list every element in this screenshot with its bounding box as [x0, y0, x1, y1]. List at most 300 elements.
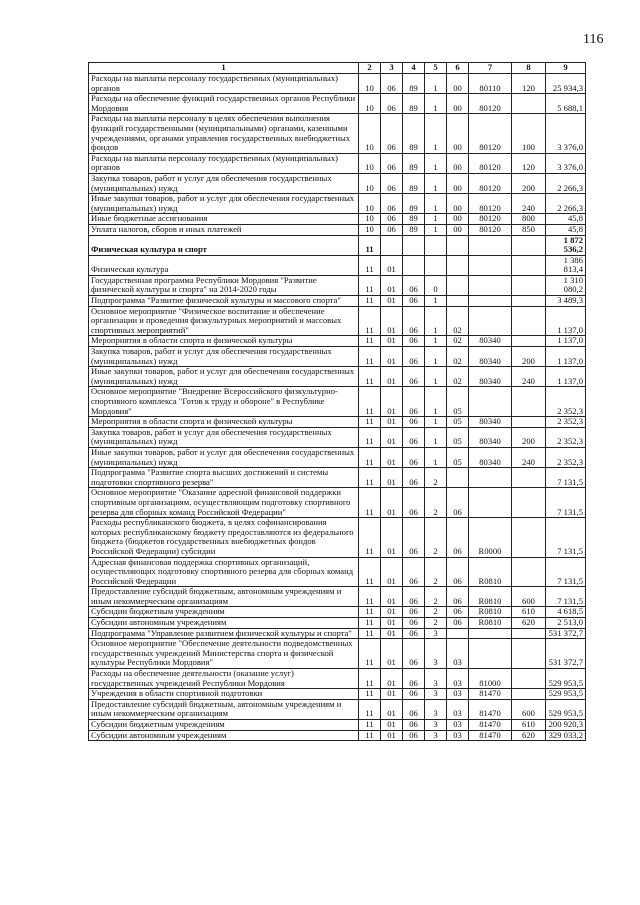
row-code-cell: 01: [381, 639, 403, 669]
row-code-cell: [403, 255, 425, 275]
row-code-cell: 06: [381, 194, 403, 214]
table-row: [89, 699, 586, 719]
row-code-cell: 81470: [469, 689, 512, 700]
table-row: [89, 417, 586, 428]
row-code-cell: 03: [447, 730, 469, 741]
row-code-cell: 11: [359, 639, 381, 669]
table-row: [89, 607, 586, 618]
row-name-cell: Иные закупки товаров, работ и услуг для обеспечения государственных (муниципальных) нужд: [89, 194, 359, 214]
row-name-cell: Мероприятия в области спорта и физической культуры: [89, 336, 359, 347]
row-code-cell: 1: [425, 306, 447, 336]
row-code-cell: 10: [359, 224, 381, 235]
row-amount-cell: 4 618,5: [546, 607, 586, 618]
row-name-cell: Расходы на обеспечение функций государственных органов Республики Мордовия: [89, 94, 359, 114]
row-code-cell: [512, 336, 546, 347]
row-amount-cell: 25 934,3: [546, 74, 586, 94]
row-code-cell: [469, 488, 512, 518]
row-code-cell: 3: [425, 720, 447, 731]
table-row: [89, 255, 586, 275]
table-row: [89, 74, 586, 94]
header-cell: 7: [469, 63, 512, 74]
table-row: [89, 347, 586, 367]
row-amount-cell: 2 266,3: [546, 194, 586, 214]
row-code-cell: 3: [425, 639, 447, 669]
row-amount-cell: 2 513,0: [546, 618, 586, 629]
row-code-cell: 06: [447, 488, 469, 518]
row-code-cell: 1: [425, 387, 447, 417]
row-name-cell: Субсидии бюджетным учреждениям: [89, 607, 359, 618]
row-amount-cell: 7 131,5: [546, 488, 586, 518]
row-amount-cell: 1 386 813,4: [546, 255, 586, 275]
row-code-cell: 06: [447, 518, 469, 557]
row-code-cell: 01: [381, 417, 403, 428]
row-code-cell: 10: [359, 74, 381, 94]
row-code-cell: 80110: [469, 74, 512, 94]
table-row: [89, 173, 586, 193]
row-code-cell: 01: [381, 336, 403, 347]
row-code-cell: 05: [447, 387, 469, 417]
row-code-cell: 11: [359, 730, 381, 741]
table-row: [89, 336, 586, 347]
row-amount-cell: 1 872 536,2: [546, 235, 586, 255]
row-code-cell: 1: [425, 296, 447, 307]
table-row: [89, 94, 586, 114]
row-code-cell: 80120: [469, 194, 512, 214]
row-amount-cell: 1 310 080,2: [546, 275, 586, 295]
row-code-cell: 06: [403, 730, 425, 741]
row-code-cell: [469, 387, 512, 417]
row-code-cell: 00: [447, 194, 469, 214]
row-code-cell: 1: [425, 447, 447, 467]
row-amount-cell: 1 137,0: [546, 336, 586, 347]
row-code-cell: [469, 468, 512, 488]
table-row: [89, 296, 586, 307]
table-row: [89, 639, 586, 669]
row-code-cell: 11: [359, 720, 381, 731]
row-code-cell: 00: [447, 173, 469, 193]
row-code-cell: 06: [381, 214, 403, 225]
row-name-cell: Подпрограмма "Развитие спорта высших достижений и системы подготовки спортивного резерва": [89, 468, 359, 488]
row-code-cell: 1: [425, 336, 447, 347]
row-amount-cell: 2 352,3: [546, 417, 586, 428]
row-code-cell: 11: [359, 587, 381, 607]
row-code-cell: 1: [425, 94, 447, 114]
row-amount-cell: 2 266,3: [546, 173, 586, 193]
row-code-cell: 06: [403, 618, 425, 629]
row-code-cell: 10: [359, 214, 381, 225]
row-name-cell: Физическая культура: [89, 255, 359, 275]
row-name-cell: Уплата налогов, сборов и иных платежей: [89, 224, 359, 235]
row-code-cell: 01: [381, 689, 403, 700]
row-code-cell: 05: [447, 447, 469, 467]
row-amount-cell: 529 953,5: [546, 699, 586, 719]
row-code-cell: [447, 296, 469, 307]
row-code-cell: 3: [425, 628, 447, 639]
row-code-cell: 06: [403, 518, 425, 557]
row-code-cell: 01: [381, 518, 403, 557]
row-code-cell: 1: [425, 367, 447, 387]
row-code-cell: [469, 255, 512, 275]
row-code-cell: 1: [425, 347, 447, 367]
row-amount-cell: 7 131,5: [546, 518, 586, 557]
row-code-cell: R0810: [469, 557, 512, 587]
table-row: [89, 587, 586, 607]
row-amount-cell: 45,8: [546, 224, 586, 235]
row-code-cell: 03: [447, 699, 469, 719]
row-name-cell: Иные бюджетные ассигнования: [89, 214, 359, 225]
row-name-cell: Основное мероприятие "Внедрение Всероссийского физкультурно-спортивного комплекса "Готов к труду и обороне" в Республике Мордовия": [89, 387, 359, 417]
row-code-cell: 06: [403, 720, 425, 731]
row-code-cell: 11: [359, 255, 381, 275]
table-row: [89, 689, 586, 700]
row-code-cell: 3: [425, 699, 447, 719]
row-code-cell: 02: [447, 306, 469, 336]
table-row: [89, 518, 586, 557]
row-code-cell: 01: [381, 387, 403, 417]
row-name-cell: Закупка товаров, работ и услуг для обеспечения государственных (муниципальных) нужд: [89, 427, 359, 447]
row-code-cell: 01: [381, 347, 403, 367]
row-code-cell: [512, 275, 546, 295]
row-code-cell: 06: [403, 427, 425, 447]
row-code-cell: 01: [381, 699, 403, 719]
table-row: [89, 427, 586, 447]
row-code-cell: 00: [447, 94, 469, 114]
row-amount-cell: 529 953,5: [546, 689, 586, 700]
row-code-cell: 0: [425, 275, 447, 295]
row-code-cell: [469, 628, 512, 639]
table-row: [89, 447, 586, 467]
row-code-cell: 11: [359, 618, 381, 629]
row-code-cell: 01: [381, 447, 403, 467]
row-name-cell: Государственная программа Республики Мордовия "Развитие физической культуры и спорта" на 2014-2020 годы: [89, 275, 359, 295]
row-code-cell: 10: [359, 114, 381, 153]
row-code-cell: 89: [403, 153, 425, 173]
row-name-cell: Предоставление субсидий бюджетным, автономным учреждениям и иным некоммерческим организациям: [89, 587, 359, 607]
row-code-cell: 06: [447, 557, 469, 587]
row-code-cell: 06: [403, 336, 425, 347]
row-code-cell: 01: [381, 587, 403, 607]
row-code-cell: 620: [512, 730, 546, 741]
row-code-cell: 2: [425, 618, 447, 629]
row-code-cell: 1: [425, 427, 447, 447]
row-code-cell: 02: [447, 336, 469, 347]
row-code-cell: 120: [512, 74, 546, 94]
row-code-cell: 11: [359, 296, 381, 307]
table-row: [89, 387, 586, 417]
row-code-cell: 01: [381, 730, 403, 741]
row-code-cell: [469, 296, 512, 307]
row-code-cell: [512, 669, 546, 689]
row-name-cell: Физическая культура и спорт: [89, 235, 359, 255]
table-row: [89, 275, 586, 295]
row-code-cell: 05: [447, 427, 469, 447]
row-code-cell: 01: [381, 296, 403, 307]
row-code-cell: 06: [381, 74, 403, 94]
table-row: [89, 488, 586, 518]
row-code-cell: 200: [512, 347, 546, 367]
row-code-cell: 06: [403, 347, 425, 367]
row-code-cell: [512, 387, 546, 417]
row-name-cell: Иные закупки товаров, работ и услуг для обеспечения государственных (муниципальных) нужд: [89, 367, 359, 387]
row-code-cell: 1: [425, 417, 447, 428]
table-row: [89, 618, 586, 629]
row-code-cell: 100: [512, 114, 546, 153]
row-code-cell: [512, 689, 546, 700]
row-name-cell: Иные закупки товаров, работ и услуг для обеспечения государственных (муниципальных) нужд: [89, 447, 359, 467]
row-amount-cell: 329 033,2: [546, 730, 586, 741]
row-code-cell: 610: [512, 720, 546, 731]
row-name-cell: Расходы на выплаты персоналу в целях обеспечения выполнения функций государственными (муниципальными) органами, казенными учреждениями, органами управления государственных внебюджетных фондов: [89, 114, 359, 153]
row-code-cell: 80120: [469, 214, 512, 225]
header-cell: 1: [89, 63, 359, 74]
row-code-cell: 06: [403, 417, 425, 428]
row-code-cell: 240: [512, 367, 546, 387]
row-code-cell: R0810: [469, 587, 512, 607]
row-code-cell: [469, 639, 512, 669]
row-code-cell: 11: [359, 607, 381, 618]
row-code-cell: 1: [425, 214, 447, 225]
row-code-cell: 11: [359, 669, 381, 689]
row-code-cell: 06: [403, 296, 425, 307]
row-name-cell: Основное мероприятие "Оказание адресной финансовой поддержки спортивным организациям, осуществляющим подготовку спортивного резерва для сборных команд Российской Федерации": [89, 488, 359, 518]
row-code-cell: 06: [403, 587, 425, 607]
table-row: [89, 468, 586, 488]
row-code-cell: 200: [512, 427, 546, 447]
row-code-cell: 02: [447, 347, 469, 367]
row-code-cell: 89: [403, 74, 425, 94]
row-code-cell: 00: [447, 214, 469, 225]
row-code-cell: [403, 235, 425, 255]
row-code-cell: 01: [381, 427, 403, 447]
row-code-cell: 01: [381, 720, 403, 731]
row-name-cell: Расходы на обеспечение деятельности (оказание услуг) государственных учреждений Республики Мордовия: [89, 669, 359, 689]
row-code-cell: 89: [403, 194, 425, 214]
row-code-cell: 06: [403, 275, 425, 295]
row-code-cell: 11: [359, 336, 381, 347]
row-code-cell: 2: [425, 518, 447, 557]
page-number: 116: [583, 32, 604, 47]
row-code-cell: 01: [381, 618, 403, 629]
row-code-cell: [381, 235, 403, 255]
row-amount-cell: 45,8: [546, 214, 586, 225]
row-amount-cell: 1 137,0: [546, 367, 586, 387]
row-code-cell: 06: [381, 114, 403, 153]
row-code-cell: 11: [359, 518, 381, 557]
row-code-cell: 06: [381, 153, 403, 173]
row-amount-cell: 5 688,1: [546, 94, 586, 114]
row-code-cell: 600: [512, 587, 546, 607]
row-amount-cell: 529 953,5: [546, 669, 586, 689]
header-cell: 5: [425, 63, 447, 74]
header-cell: 9: [546, 63, 586, 74]
row-code-cell: 03: [447, 689, 469, 700]
row-amount-cell: 1 137,0: [546, 306, 586, 336]
row-code-cell: 00: [447, 74, 469, 94]
row-amount-cell: 531 372,7: [546, 628, 586, 639]
row-code-cell: 2: [425, 557, 447, 587]
row-code-cell: 01: [381, 255, 403, 275]
row-code-cell: [512, 468, 546, 488]
row-code-cell: 800: [512, 214, 546, 225]
row-code-cell: 80120: [469, 173, 512, 193]
row-code-cell: 01: [381, 557, 403, 587]
row-code-cell: 81470: [469, 699, 512, 719]
row-code-cell: [425, 235, 447, 255]
table-row: [89, 367, 586, 387]
row-amount-cell: 2 352,3: [546, 387, 586, 417]
header-cell: 8: [512, 63, 546, 74]
row-code-cell: 06: [447, 607, 469, 618]
row-code-cell: [447, 235, 469, 255]
table-row: [89, 194, 586, 214]
row-code-cell: 89: [403, 173, 425, 193]
row-amount-cell: 3 376,0: [546, 153, 586, 173]
row-code-cell: 2: [425, 488, 447, 518]
row-code-cell: [447, 628, 469, 639]
row-code-cell: 06: [403, 639, 425, 669]
row-code-cell: 3: [425, 669, 447, 689]
table-row: [89, 669, 586, 689]
row-code-cell: R0810: [469, 607, 512, 618]
header-cell: 6: [447, 63, 469, 74]
row-code-cell: 2: [425, 607, 447, 618]
row-code-cell: 11: [359, 557, 381, 587]
row-code-cell: 200: [512, 173, 546, 193]
row-code-cell: 10: [359, 194, 381, 214]
row-code-cell: 11: [359, 488, 381, 518]
table-row: [89, 224, 586, 235]
row-code-cell: [512, 235, 546, 255]
row-code-cell: 01: [381, 306, 403, 336]
row-name-cell: Субсидии автономным учреждениям: [89, 730, 359, 741]
table-row: [89, 730, 586, 741]
row-code-cell: 850: [512, 224, 546, 235]
row-code-cell: 11: [359, 628, 381, 639]
row-code-cell: 80120: [469, 224, 512, 235]
row-code-cell: 06: [403, 689, 425, 700]
row-code-cell: 06: [403, 367, 425, 387]
row-code-cell: 10: [359, 153, 381, 173]
row-code-cell: 81470: [469, 720, 512, 731]
row-name-cell: Расходы на выплаты персоналу государственных (муниципальных) органов: [89, 74, 359, 94]
row-amount-cell: 7 131,5: [546, 587, 586, 607]
row-code-cell: 01: [381, 367, 403, 387]
row-code-cell: 11: [359, 347, 381, 367]
row-code-cell: 06: [403, 628, 425, 639]
row-code-cell: 11: [359, 275, 381, 295]
row-name-cell: Расходы на выплаты персоналу государственных (муниципальных) органов: [89, 153, 359, 173]
row-code-cell: 00: [447, 153, 469, 173]
row-code-cell: 81470: [469, 730, 512, 741]
header-cell: 2: [359, 63, 381, 74]
row-code-cell: [512, 306, 546, 336]
row-name-cell: Основное мероприятие "Обеспечение деятельности подведомственных государственных учреждений Министерства спорта и физической культуры Республики Мордовия": [89, 639, 359, 669]
row-amount-cell: 531 372,7: [546, 639, 586, 669]
row-code-cell: 06: [403, 699, 425, 719]
row-code-cell: 600: [512, 699, 546, 719]
row-code-cell: 3: [425, 730, 447, 741]
row-code-cell: 01: [381, 275, 403, 295]
row-code-cell: 03: [447, 639, 469, 669]
row-name-cell: Подпрограмма "Управление развитием физической культуры и спорта": [89, 628, 359, 639]
row-code-cell: [469, 275, 512, 295]
row-code-cell: [512, 488, 546, 518]
row-name-cell: Закупка товаров, работ и услуг для обеспечения государственных (муниципальных) нужд: [89, 173, 359, 193]
row-code-cell: [512, 557, 546, 587]
row-code-cell: 10: [359, 173, 381, 193]
table-row: [89, 214, 586, 225]
row-code-cell: 80340: [469, 447, 512, 467]
row-code-cell: 06: [381, 224, 403, 235]
row-code-cell: 06: [403, 306, 425, 336]
row-code-cell: 01: [381, 607, 403, 618]
row-code-cell: [512, 296, 546, 307]
row-code-cell: 11: [359, 447, 381, 467]
row-name-cell: Мероприятия в области спорта и физической культуры: [89, 417, 359, 428]
row-code-cell: 3: [425, 689, 447, 700]
row-code-cell: 89: [403, 114, 425, 153]
row-amount-cell: 3 376,0: [546, 114, 586, 153]
row-code-cell: 89: [403, 224, 425, 235]
row-code-cell: 06: [403, 447, 425, 467]
row-code-cell: 03: [447, 669, 469, 689]
table-row: [89, 153, 586, 173]
table-header-row: [89, 63, 586, 74]
row-name-cell: Подпрограмма "Развитие физической культуры и массового спорта": [89, 296, 359, 307]
row-code-cell: 80340: [469, 427, 512, 447]
row-code-cell: 80120: [469, 94, 512, 114]
budget-table: [88, 62, 586, 741]
row-name-cell: Расходы республиканского бюджета, в целях софинансирования которых республиканскому бюджету предоставляются из федерального бюджета (бюджетов государственных внебюджетных фондов Российской Федерации) субсидии: [89, 518, 359, 557]
row-code-cell: 80120: [469, 153, 512, 173]
row-code-cell: 06: [403, 488, 425, 518]
row-name-cell: Адресная финансовая поддержка спортивных организаций, осуществляющих подготовку спортивного резерва для сборных команд Российской Федерации: [89, 557, 359, 587]
row-amount-cell: 2 352,3: [546, 447, 586, 467]
row-code-cell: 06: [447, 618, 469, 629]
table-row: [89, 557, 586, 587]
row-code-cell: 01: [381, 628, 403, 639]
row-code-cell: 1: [425, 114, 447, 153]
row-code-cell: 00: [447, 114, 469, 153]
row-code-cell: 00: [447, 224, 469, 235]
row-code-cell: 1: [425, 194, 447, 214]
row-code-cell: 11: [359, 367, 381, 387]
row-code-cell: 80340: [469, 347, 512, 367]
row-name-cell: Субсидии бюджетным учреждениям: [89, 720, 359, 731]
row-code-cell: 120: [512, 153, 546, 173]
table-row: [89, 114, 586, 153]
row-code-cell: 1: [425, 224, 447, 235]
row-code-cell: [512, 639, 546, 669]
row-amount-cell: 2 352,3: [546, 427, 586, 447]
table-row: [89, 235, 586, 255]
row-code-cell: 11: [359, 468, 381, 488]
row-amount-cell: 1 137,0: [546, 347, 586, 367]
row-code-cell: 11: [359, 417, 381, 428]
row-amount-cell: 200 920,3: [546, 720, 586, 731]
row-code-cell: [512, 417, 546, 428]
row-code-cell: [512, 94, 546, 114]
row-code-cell: 06: [447, 587, 469, 607]
row-code-cell: 11: [359, 427, 381, 447]
row-code-cell: 80340: [469, 336, 512, 347]
row-code-cell: 11: [359, 235, 381, 255]
row-code-cell: 620: [512, 618, 546, 629]
row-code-cell: 06: [403, 669, 425, 689]
table-row: [89, 306, 586, 336]
row-code-cell: 06: [403, 607, 425, 618]
row-code-cell: 240: [512, 194, 546, 214]
